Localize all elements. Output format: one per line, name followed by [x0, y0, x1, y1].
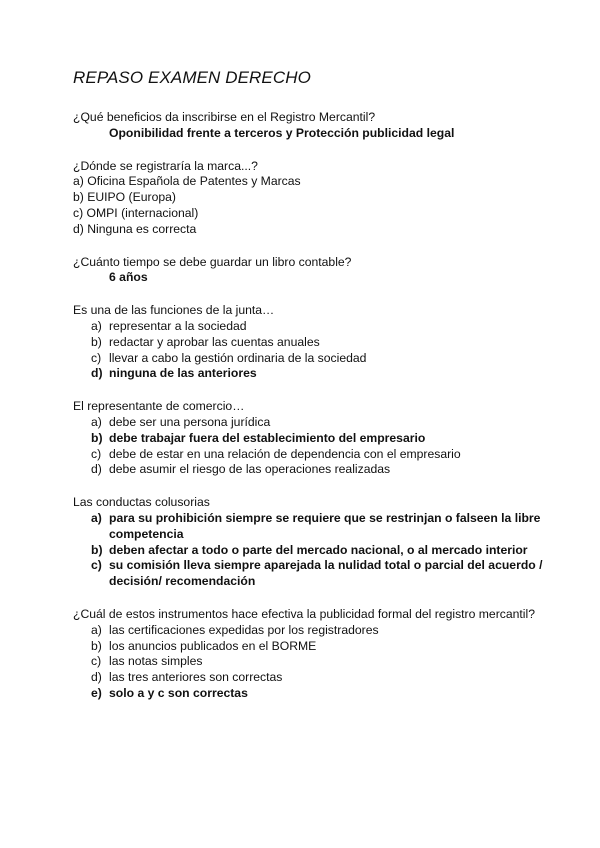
- question-text: ¿Qué beneficios da inscribirse en el Registro Mercantil?: [73, 110, 376, 124]
- option-marker: c): [91, 350, 102, 365]
- question-block-5: [73, 399, 560, 478]
- option-text: Ninguna es correcta: [87, 221, 197, 236]
- option-list: [73, 319, 560, 382]
- option-item-correct: [73, 686, 560, 702]
- option-marker: b): [73, 190, 84, 205]
- option-marker: d): [73, 221, 84, 236]
- question-text: Es una de las funciones de la junta…: [73, 303, 275, 318]
- option-item: [73, 639, 560, 655]
- option-marker: c): [91, 654, 102, 669]
- question-text: ¿Cuánto tiempo se debe guardar un libro contable?: [73, 254, 352, 269]
- option-text: Oficina Española de Patentes y Marcas: [87, 174, 301, 189]
- option-marker: a): [91, 622, 102, 637]
- option-item: [73, 222, 560, 238]
- option-item: [73, 319, 560, 335]
- option-text: ninguna de las anteriores: [109, 366, 257, 381]
- option-marker: a): [91, 510, 102, 525]
- option-text: EUIPO (Europa): [87, 190, 176, 205]
- option-marker: b): [91, 430, 103, 445]
- question-answer: Oponibilidad frente a terceros y Protección publicidad legal: [109, 125, 455, 140]
- option-item: [73, 670, 560, 686]
- option-marker: a): [73, 174, 84, 189]
- question-text: El representante de comercio…: [73, 399, 245, 414]
- option-list: [73, 174, 560, 237]
- option-item: [73, 335, 560, 351]
- option-item: [73, 174, 560, 190]
- option-text: debe asumir el riesgo de las operaciones realizadas: [109, 462, 391, 477]
- option-item: [73, 623, 560, 639]
- option-text: las tres anteriores son correctas: [109, 670, 283, 685]
- option-text: los anuncios publicados en el BORME: [109, 638, 317, 653]
- option-list: [73, 415, 560, 478]
- option-item: [73, 190, 560, 206]
- option-text: representar a la sociedad: [109, 318, 247, 333]
- question-block-2: [73, 159, 560, 238]
- option-list: [73, 511, 560, 590]
- question-text: ¿Dónde se registraría la marca...?: [73, 158, 258, 173]
- page-title: REPASO EXAMEN DERECHO: [73, 68, 311, 87]
- option-marker: a): [91, 318, 102, 333]
- option-list: [73, 623, 560, 702]
- option-marker: c): [73, 205, 84, 220]
- option-text: debe ser una persona jurídica: [109, 414, 271, 429]
- option-marker: d): [91, 462, 102, 477]
- option-item-correct: [73, 511, 560, 543]
- option-text: debe trabajar fuera del establecimiento del empresario: [109, 430, 426, 445]
- option-text: las notas simples: [109, 654, 203, 669]
- option-item: [73, 351, 560, 367]
- option-marker: e): [91, 685, 102, 700]
- option-text: debe de estar en una relación de dependencia con el empresario: [109, 446, 461, 461]
- option-text: llevar a cabo la gestión ordinaria de la sociedad: [109, 350, 367, 365]
- option-marker: d): [91, 366, 103, 381]
- option-marker: c): [91, 558, 102, 573]
- option-text: deben afectar a todo o parte del mercado nacional, o al mercado interior: [109, 542, 528, 557]
- option-item-correct: [73, 543, 560, 559]
- option-marker: b): [91, 542, 103, 557]
- option-item: [73, 462, 560, 478]
- option-marker: b): [91, 638, 102, 653]
- option-text: solo a y c son correctas: [109, 685, 248, 700]
- question-block-7: [73, 607, 560, 702]
- option-item: [73, 206, 560, 222]
- option-marker: c): [91, 446, 102, 461]
- question-block-4: [73, 303, 560, 382]
- option-item: [73, 447, 560, 463]
- option-marker: d): [91, 670, 102, 685]
- option-item-correct: [73, 558, 560, 590]
- option-text: su comisión lleva siempre aparejada la nulidad total o parcial del acuerdo / decisión/ recomendación: [109, 558, 543, 589]
- question-text: ¿Cuál de estos instrumentos hace efectiva la publicidad formal del registro mercantil?: [73, 606, 535, 621]
- option-text: para su prohibición siempre se requiere que se restrinjan o falseen la libre competencia: [109, 510, 541, 541]
- option-item-correct: [73, 431, 560, 447]
- option-text: OMPI (internacional): [86, 205, 199, 220]
- question-block-1: [73, 110, 560, 142]
- option-item-correct: [73, 366, 560, 382]
- option-text: redactar y aprobar las cuentas anuales: [109, 334, 320, 349]
- option-marker: b): [91, 334, 102, 349]
- option-item: [73, 415, 560, 431]
- option-item: [73, 654, 560, 670]
- option-marker: a): [91, 414, 102, 429]
- question-block-3: [73, 255, 560, 287]
- option-text: las certificaciones expedidas por los registradores: [109, 622, 379, 637]
- question-block-6: [73, 495, 560, 590]
- question-text: Las conductas colusorias: [73, 495, 210, 510]
- question-answer: 6 años: [109, 270, 148, 285]
